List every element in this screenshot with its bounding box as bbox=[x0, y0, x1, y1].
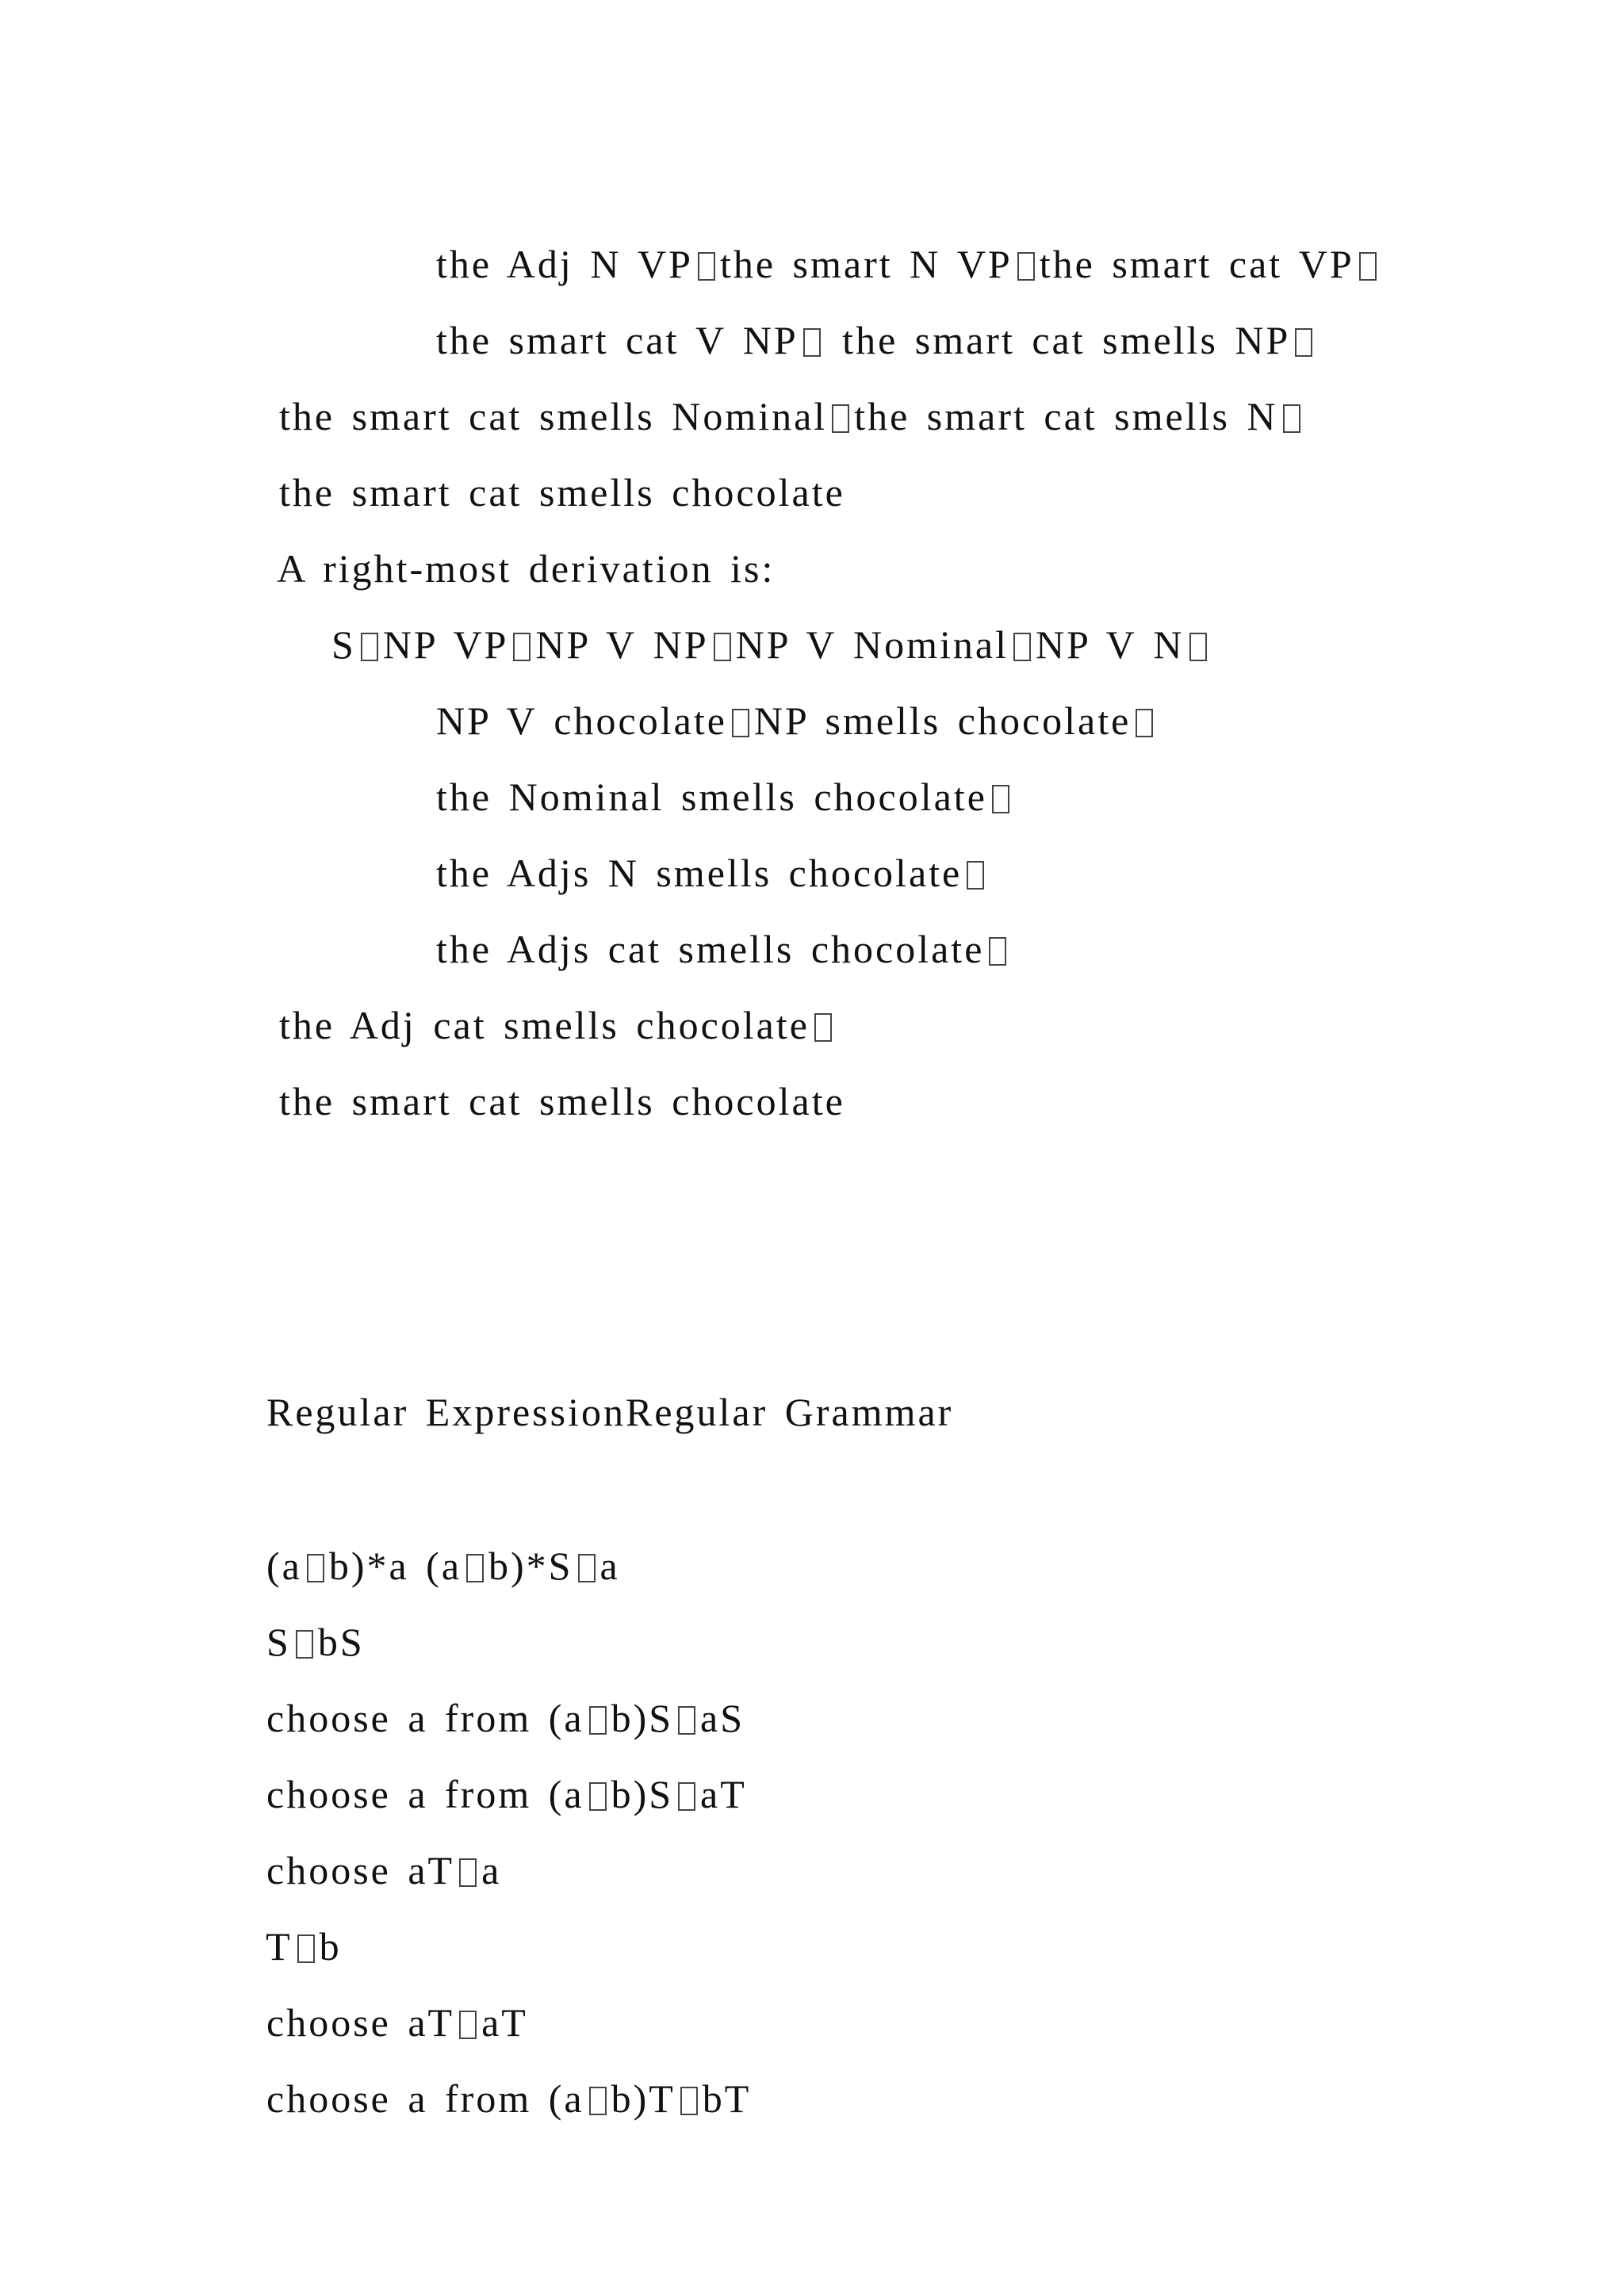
text-segment: a bbox=[481, 1848, 502, 1892]
grammar-line-8 bbox=[198, 2039, 751, 2158]
header-text: Regular ExpressionRegular Grammar bbox=[266, 1390, 954, 1434]
text-segment: choose a from (a bbox=[266, 2076, 584, 2121]
arrow-placeholder-icon bbox=[1136, 709, 1153, 737]
text-segment: NP V chocolate bbox=[436, 698, 727, 743]
text-segment: b bbox=[319, 1924, 342, 1969]
text-segment: aS bbox=[700, 1696, 745, 1740]
text-segment: aT bbox=[481, 2000, 528, 2045]
text-segment: choose aT bbox=[266, 2000, 455, 2045]
arrow-placeholder-icon bbox=[1359, 252, 1377, 281]
arrow-placeholder-icon bbox=[361, 633, 378, 661]
union-placeholder-icon bbox=[466, 1554, 484, 1582]
arrow-placeholder-icon bbox=[1283, 404, 1300, 433]
arrow-placeholder-icon bbox=[698, 252, 715, 281]
arrow-placeholder-icon bbox=[967, 861, 984, 890]
text-segment: the smart cat smells chocolate bbox=[279, 1079, 845, 1123]
text-segment: b)S bbox=[611, 1696, 674, 1740]
arrow-placeholder-icon bbox=[678, 1782, 695, 1811]
text-segment: bS bbox=[317, 1620, 365, 1664]
arrow-placeholder-icon bbox=[513, 633, 530, 661]
text-segment: the smart cat V NP bbox=[436, 318, 799, 362]
text-segment: the Adj cat smells chocolate bbox=[279, 1003, 810, 1047]
arrow-placeholder-icon bbox=[678, 1706, 695, 1735]
text-segment: the smart N VP bbox=[719, 242, 1013, 286]
text-segment: b)T bbox=[611, 2076, 676, 2121]
text-segment: T bbox=[266, 1924, 293, 1969]
text-segment: a bbox=[599, 1544, 620, 1588]
arrow-placeholder-icon bbox=[1017, 252, 1035, 281]
arrow-placeholder-icon bbox=[989, 937, 1006, 966]
text-segment: b)S bbox=[611, 1772, 674, 1816]
arrow-placeholder-icon bbox=[1189, 633, 1207, 661]
text-segment: b)*S bbox=[488, 1544, 573, 1588]
union-placeholder-icon bbox=[307, 1554, 324, 1582]
text-segment: (a bbox=[266, 1544, 302, 1588]
text-segment: NP V N bbox=[1036, 622, 1185, 667]
arrow-placeholder-icon bbox=[992, 785, 1009, 813]
text-segment: NP V NP bbox=[535, 622, 709, 667]
text-segment: the smart cat smells NP bbox=[842, 318, 1291, 362]
text-segment: choose a from (a bbox=[266, 1696, 584, 1740]
text-segment: choose aT bbox=[266, 1848, 455, 1892]
arrow-placeholder-icon bbox=[803, 328, 821, 357]
arrow-placeholder-icon bbox=[814, 1013, 832, 1042]
text-segment: the Nominal smells chocolate bbox=[436, 775, 987, 819]
text-segment: b)*a (a bbox=[328, 1544, 462, 1588]
arrow-placeholder-icon bbox=[459, 1858, 477, 1887]
section-header bbox=[198, 1353, 953, 1471]
text-segment: NP smells chocolate bbox=[753, 698, 1132, 743]
text-segment: aT bbox=[700, 1772, 747, 1816]
arrow-placeholder-icon bbox=[459, 2011, 477, 2039]
arrow-placeholder-icon bbox=[732, 709, 749, 737]
union-placeholder-icon bbox=[589, 2087, 607, 2115]
arrow-placeholder-icon bbox=[680, 2087, 698, 2115]
text-segment: the Adjs N smells chocolate bbox=[436, 851, 963, 895]
text-segment: S bbox=[331, 622, 356, 667]
derivation-line-12 bbox=[211, 1042, 845, 1161]
text-segment: the Adj N VP bbox=[436, 242, 693, 286]
text-segment: bT bbox=[702, 2076, 752, 2121]
arrow-placeholder-icon bbox=[1013, 633, 1031, 661]
text-segment: the smart cat smells N bbox=[854, 394, 1278, 438]
text-segment: the smart cat smells chocolate bbox=[279, 470, 845, 515]
text-segment: S bbox=[266, 1620, 291, 1664]
text-segment: the smart cat smells Nominal bbox=[279, 394, 828, 438]
text-segment: NP VP bbox=[382, 622, 509, 667]
arrow-placeholder-icon bbox=[1295, 328, 1312, 357]
arrow-placeholder-icon bbox=[296, 1630, 313, 1659]
arrow-placeholder-icon bbox=[297, 1934, 315, 1963]
arrow-placeholder-icon bbox=[578, 1554, 596, 1582]
text-segment: the Adjs cat smells chocolate bbox=[436, 927, 985, 971]
text-segment: choose a from (a bbox=[266, 1772, 584, 1816]
arrow-placeholder-icon bbox=[714, 633, 731, 661]
union-placeholder-icon bbox=[589, 1782, 607, 1811]
union-placeholder-icon bbox=[589, 1706, 607, 1735]
heading-text: A right-most derivation is: bbox=[277, 546, 776, 591]
text-segment: the smart cat VP bbox=[1039, 242, 1354, 286]
text-segment: NP V Nominal bbox=[735, 622, 1009, 667]
arrow-placeholder-icon bbox=[832, 404, 849, 433]
